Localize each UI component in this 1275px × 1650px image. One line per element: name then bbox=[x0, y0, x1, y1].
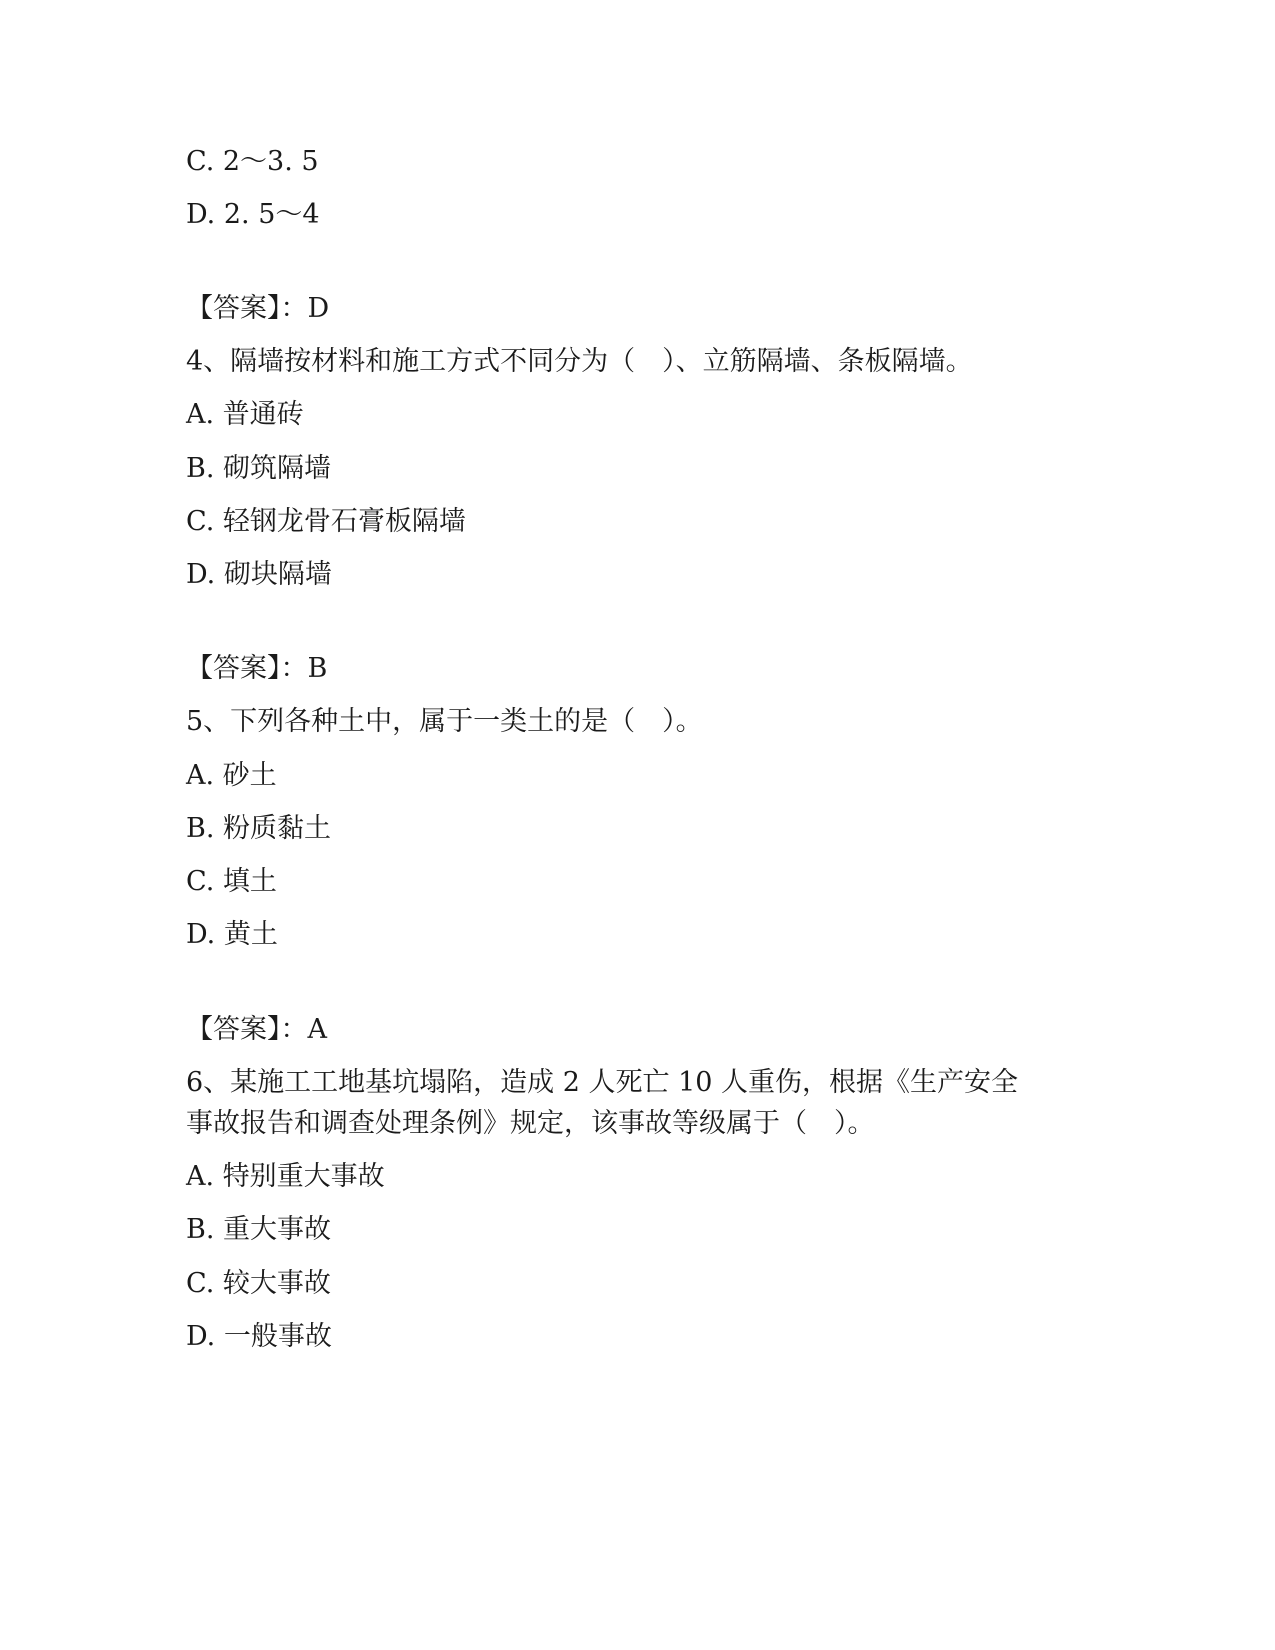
q6-option-b: B. 重大事故 bbox=[186, 1214, 332, 1245]
q5-option-c: C. 填土 bbox=[186, 866, 277, 897]
q5-option-b: B. 粉质黏土 bbox=[186, 813, 332, 844]
q4-option-c: C. 轻钢龙骨石膏板隔墙 bbox=[186, 506, 466, 537]
q4-answer: 【答案】：B bbox=[186, 653, 328, 684]
q5-option-a: A. 砂土 bbox=[186, 760, 277, 791]
q5-option-d: D. 黄土 bbox=[186, 919, 278, 950]
q6-option-d: D. 一般事故 bbox=[186, 1321, 332, 1352]
q6-stem-line-1: 6、某施工工地基坑塌陷，造成 2 人死亡 10 人重伤，根据《生产安全 bbox=[186, 1067, 1019, 1098]
q6-stem-line-2: 事故报告和调查处理条例》规定，该事故等级属于（ ）。 bbox=[186, 1108, 875, 1139]
q6-option-a: A. 特别重大事故 bbox=[186, 1161, 385, 1192]
q4-stem: 4、隔墙按材料和施工方式不同分为（ ）、立筋隔墙、条板隔墙。 bbox=[186, 346, 973, 377]
q6-option-c: C. 较大事故 bbox=[186, 1268, 331, 1299]
q3-option-d: D. 2. 5～4 bbox=[186, 199, 320, 230]
q5-stem: 5、下列各种土中，属于一类土的是（ ）。 bbox=[186, 706, 703, 737]
q3-option-c: C. 2～3. 5 bbox=[186, 146, 319, 177]
q4-option-b: B. 砌筑隔墙 bbox=[186, 453, 332, 484]
q3-answer: 【答案】：D bbox=[186, 293, 330, 324]
q4-option-d: D. 砌块隔墙 bbox=[186, 559, 332, 590]
q5-answer: 【答案】：A bbox=[186, 1014, 327, 1045]
q4-option-a: A. 普通砖 bbox=[186, 399, 304, 430]
